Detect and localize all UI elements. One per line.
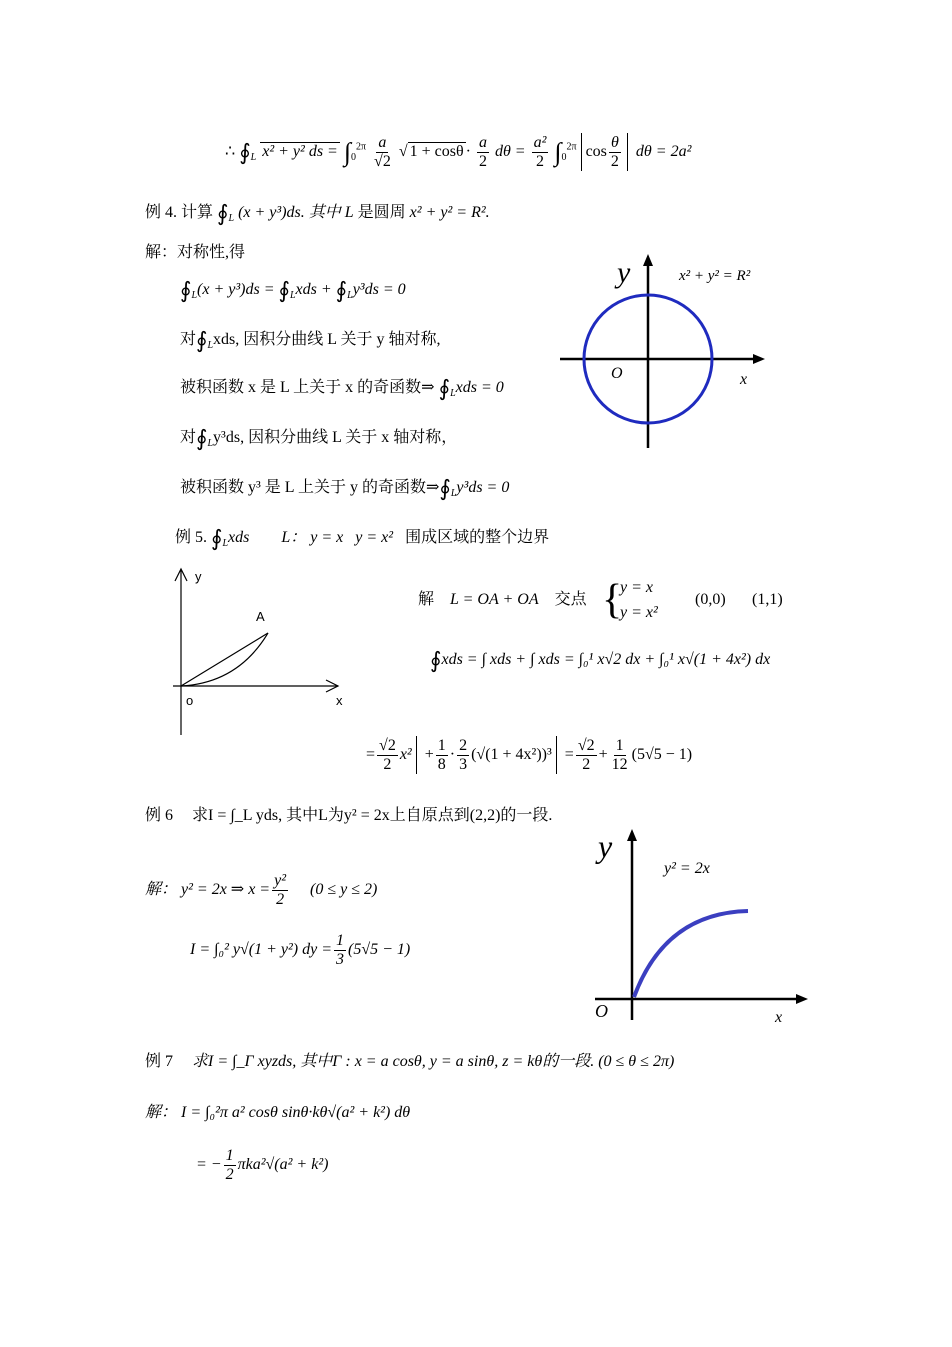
therefore-symbol: ∴ [225, 143, 236, 160]
y-label: y [195, 569, 202, 584]
example4-title: 例 4. 计算 $∮_L$ (x + y³)ds. 其中 L 是圆周 x² + y² = R². [145, 200, 490, 226]
x-axis-label: x [740, 371, 748, 388]
parabola-figure [590, 825, 820, 1025]
example5-system-eq2: y = x² [620, 604, 658, 621]
example6-label: 例 6 [145, 807, 174, 824]
example5-solution-line3: = $\frac{√2}{2}$ x² + $\frac{1}{8}$ · $\frac{2}{3}$ (√(1 + 4x²))³ = $\frac{√2}{2}$ + $\frac{1}{12}$ (5√5 − 1) [366, 736, 693, 773]
example4-solution-label: 解：对称性,得 [145, 244, 246, 261]
example6-solution-line1: 解： y² = 2x ⇒ x = $\frac{\text{y²}}{2}$ (0 ≤ y ≤ 2) [145, 871, 378, 908]
origin-label: O [611, 365, 623, 382]
example5-point2: (1,1) [752, 591, 783, 608]
origin-label: o [186, 693, 194, 708]
example5-system-eq1: y = x [620, 579, 653, 596]
x-label: x [336, 693, 343, 708]
example5-title: 例 5. $∮_Lxds$ L： y = x y = x² 围成区域的整个边界 [175, 525, 550, 551]
line1-part-d: dθ = 2a² [635, 143, 692, 160]
x-axis-arrow [796, 994, 808, 1004]
line1-part-c: dθ = [494, 143, 526, 160]
example4-line3: 被积函数 x 是 L 上关于 x 的奇函数⇒ $∮_Lxds = 0$ [180, 375, 504, 401]
line1-equation: ∴ $∮_L$ x² + y² ds = $\int_0^{2\pi}$ $\frac{a}{√2}$ √ 1 + cosθ · $\frac{a}{2}$ dθ = $\frac{\text{a²}}{2}$ $\int_0^{2\pi}$ cos $\frac{\theta}{2}$ dθ = 2a² [225, 133, 692, 170]
example5-solution-line1: 解 L = OA + OA 交点 [418, 591, 587, 608]
point-a-label: A [256, 609, 265, 624]
y-axis-arrow [643, 254, 653, 266]
example5-point1: (0,0) [695, 591, 726, 608]
example4-line1: $∮_L(x + y^3)ds$ = $∮_Lxds$ + $∮_Ly^3ds = 0$ [180, 277, 406, 303]
parabola-curve [634, 911, 748, 997]
x-axis-arrow [753, 354, 765, 364]
line-y-equals-x [181, 633, 268, 686]
example4-line2: 对$∮_Lxds$, 因积分曲线 L 关于 y 轴对称, [180, 327, 441, 353]
circle-equation: x² + y² = R² [679, 268, 751, 284]
line1-part-b: 1 + cosθ [409, 143, 464, 160]
example7-solution-line1: 解： I = ∫₀²π a² cosθ sinθ·kθ√(a² + k²) dθ [145, 1104, 411, 1121]
y-axis-arrow [627, 829, 637, 841]
example7-solution-line2: = − $\frac{1}{2}$ πka²√(a² + k²) [196, 1146, 329, 1183]
x-axis-label: x [775, 1009, 783, 1026]
parabola-equation: y² = 2x [664, 860, 710, 877]
example6-solution-line2: I = ∫₀² y√(1 + y²) dy = $\frac{1}{3}$ (5√5 − 1) [190, 931, 411, 968]
line1-part-a: x² + y² ds = [262, 143, 338, 160]
example4-line4: 对$∮_Ly^3ds$, 因积分曲线 L 关于 x 轴对称， [180, 425, 458, 451]
example4-line5: 被积函数 y³ 是 L 上关于 y 的奇函数$\Rightarrow∮_Ly^3ds = 0$ [180, 475, 510, 501]
example7-label: 例 7 [145, 1053, 174, 1070]
y-axis-label: y [617, 256, 631, 289]
example7-title: 求I = ∫_Γ xyzds, 其中Γ : x = a cosθ, y = a sinθ, z = kθ的一段. (0 ≤ θ ≤ 2π) [192, 1053, 675, 1070]
example5-figure [168, 565, 358, 745]
y-axis-label: y [598, 828, 613, 864]
example6-title: 求I = ∫_L yds, 其中L为y² = 2x上自原点到(2,2)的一段. [192, 807, 553, 824]
example5-system-brace: { [602, 577, 623, 623]
example5-solution-line2: ∮xds = ∫ xds + ∫ xds = ∫₀¹ x√2 dx + ∫₀¹ x√(1 + 4x²) dx [430, 647, 771, 673]
circle-figure [555, 250, 785, 450]
origin-label: O [595, 1001, 608, 1021]
